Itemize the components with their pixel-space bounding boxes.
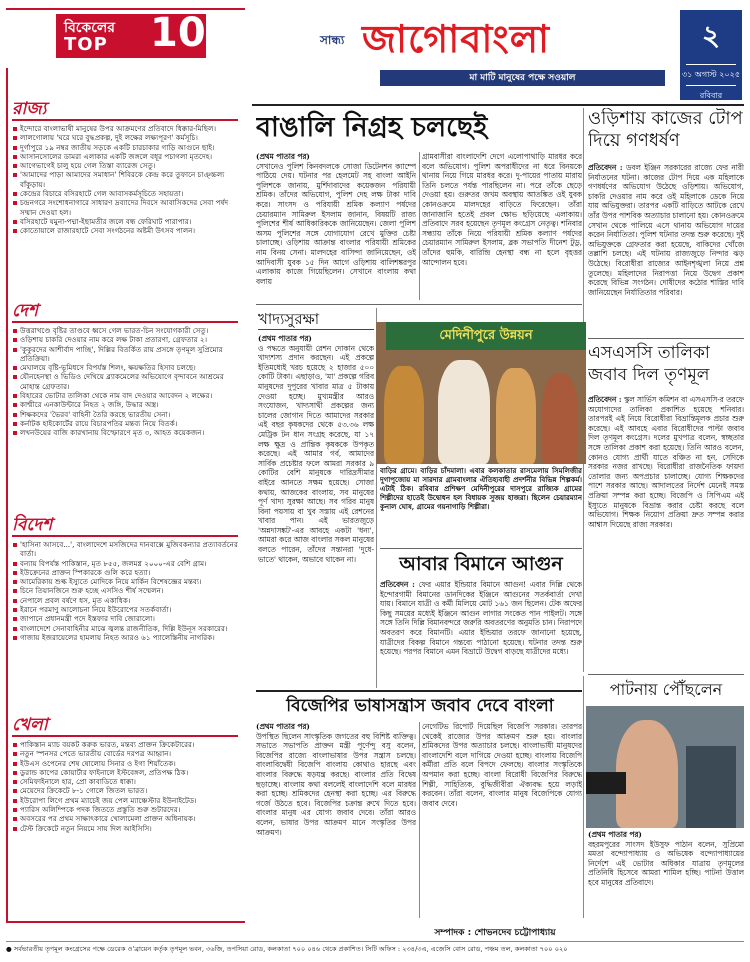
patna-headline: পাটনায় পৌঁছলেন bbox=[609, 680, 723, 699]
odisha-headline: ওড়িশায় কাজের টোপ দিয়ে গণধর্ষণ bbox=[588, 108, 743, 151]
person-figure bbox=[438, 360, 490, 464]
section-rule bbox=[380, 548, 582, 549]
patna-article bbox=[588, 830, 744, 918]
news-item: অবসরের পর প্রথম সাক্ষাৎকারে খোলামেলা প্রাক্তন অধিনায়ক। bbox=[12, 814, 238, 823]
tagline: মা মাটি মানুষের পক্ষে সওয়াল bbox=[380, 70, 665, 86]
news-item: 'হাসিনা আসবে...', বাংলাদেশে মসজিদের দানবাক্সে মুজিবকন্যার প্রত্যাবর্তনের বার্তা। bbox=[12, 540, 238, 559]
news-item: সেমিফাইনালে হার, প্রো কাবাডিতে ধাক্কা। bbox=[12, 777, 238, 786]
section-title-khela: খেলা bbox=[12, 715, 48, 735]
news-item: পাকিস্তান ম্যাচ বয়কট করুক ভারত, মন্তব্য প্রাক্তন ক্রিকেটারের। bbox=[12, 740, 238, 749]
news-item: মেঘালয়ে বৃষ্টি-ভূমিধসে বিপর্যস্ত শিলং, ক্ষয়ক্ষতির হিসাব চলছে। bbox=[12, 363, 238, 372]
byline: প্রতিবেদন : bbox=[588, 163, 623, 172]
continued-marker: (প্রথম পাতার পর) bbox=[256, 722, 310, 731]
section-rule bbox=[256, 304, 582, 305]
main-headline: বাঙালি নিগ্রহ চলছেই bbox=[256, 112, 488, 143]
section-divider bbox=[12, 535, 238, 537]
logo-small-text: সান্ধ্য bbox=[320, 33, 345, 47]
continued-marker: (প্রথম পাতার পর) bbox=[588, 830, 642, 839]
news-item: 'কুকুরদের আশীর্বাদ পাচ্ছি', দিল্লির বিতর্কিত রায় প্রসঙ্গে তৃণমূল সুপ্রিমোর প্রতিক্রিয়া। bbox=[12, 345, 238, 364]
news-item: শিক্ষকদের 'ভৈরব' বাহিনী তৈরি করছে ভারতীয় সেনা। bbox=[12, 410, 238, 419]
column-rule bbox=[419, 722, 420, 918]
date-box bbox=[680, 10, 742, 100]
main-article-col2: গ্রামবাসীরা বাংলাদেশি দেগে এলোপাথাড়ি মারধর করে বলে অভিযোগ। পুলিশ অপরাধীদের না ধরে বিনয়কে থানায় নিয়ে গিয়ে মারধর করে। দু-পায়ের পাতায় মারায় তিনি চলতে পর্যন্ত পারছিলেন না। পরে তাঁকে ছেড়ে দেওয়া হয়। গুরুতর জখম অবস্থায় আতঙ্কিত ওই যুবক কোনওক্রমে মালদহের বাড়িতে ফিরেছেন। তাঁরা জানাজানি হতেই প্রবল ক্ষোভ ছড়িয়েছে এলাকায়। প্রতিবাদে সরব হয়েছেন তৃণমূল কংগ্রেস নেতৃত্ব। শনিবার সন্ধ্যায় তাঁকে নিয়ে পরিযায়ী শ্রমিক কল্যাণ পর্ষদের চেয়ারম্যান সামিরুল ইসলাম, ব্লক সভাপতি দীনেশ টুডু, তাঁদের হুমকি, বারিন্দ্রি হেনস্থা বন্ধ না হলে বৃহত্তর আন্দোলন হবে। bbox=[422, 152, 582, 267]
page-number: ২ bbox=[701, 19, 721, 52]
news-list-bidesh bbox=[12, 540, 238, 642]
editor-credit: সম্পাদক : শোভনদেব চট্টোপাধ্যায় bbox=[434, 928, 556, 938]
section-divider bbox=[12, 735, 238, 737]
news-item: মেয়েদের ক্রিকেটে ৮-১ গোলে জিতল ভারত। bbox=[12, 786, 238, 795]
person-figure bbox=[542, 374, 578, 464]
news-item: গাজায় ইজরায়েলের হামলায় নিহত আরও ৬১ প্যালেস্তিনীয় নাগরিক। bbox=[12, 633, 238, 642]
news-item: কাশ্মীরে এনকাউন্টারে নিহত ২ জঙ্গি, উদ্ধার অস্ত্র। bbox=[12, 400, 238, 409]
section-title-rajya: রাজ্য bbox=[12, 99, 47, 119]
bjp-text: উপস্থিত ছিলেন সাংস্কৃতিক জগতের বহু বিশিষ্ট ব্যক্তিত্ব। সভাতে সভাপতি প্রাক্তন মন্ত্রী পূর্ণেন্দু বসু বলেন, বিজেপির রাজ্যে বাংলাভাষার উপর সন্ত্রাস চলছে। বাংলাবিদ্বেষী বিজেপি বাংলায় কোথাও হারছে এবং বাংলার বিরুদ্ধে ষড়যন্ত্র করছে। বাংলার প্রতি বিদ্বেষ ছড়াচ্ছে। বাংলায় কথা বললেই বাংলাদেশি বলে মারধর করা হচ্ছে। শ্রমিকদের হেনস্থা করা হচ্ছে। এর বিরুদ্ধে গর্জে উঠতে হবে। বিজেপির চক্রান্ত রুখে দিতে হবে। বাংলার মানুষ এর যোগ্য জবাব দেবে। তাঁরা আরও বলেন, ভাষার উপর আক্রমণ মানে সংস্কৃতির উপর আক্রমণ। bbox=[256, 731, 416, 837]
news-item: প্যারিস অলিম্পিকে পদক জিততে প্রস্তুতি শুরু শুটারদের। bbox=[12, 805, 238, 814]
news-item: টেস্ট ক্রিকেটে নতুন নিয়মে সায় দিল আইসিসি। bbox=[12, 824, 238, 833]
news-item: লালগোলায় 'ঘরে ঘরে বুদ্ধপ্রকল্প, দুই লক্ষের লক্ষ্যপূরণ' কর্মসূচি। bbox=[12, 133, 238, 142]
photo-banner-text: মেদিনীপুরে উন্নয়ন bbox=[386, 322, 586, 350]
byline: প্রতিবেদন : bbox=[588, 395, 622, 404]
badge-number: 10 bbox=[150, 10, 206, 56]
news-item: বিহারের ভোটার তালিকা থেকে নাম বাদ দেওয়ার আবেদন ২ লক্ষের। bbox=[12, 391, 238, 400]
news-item: বাংলাদেশে সেনাবাহিনীর মাঝে জ্বলন্ত রাজনীতিক, দিল্লি ইউনূস সরকারের। bbox=[12, 624, 238, 633]
news-item: যৌনহেনস্থা ও ভিডিও দেখিয়ে ব্ল্যাকমেলের অভিযোগে বৃন্দাবনে আশ্রমের মোহান্ত গ্রেফতার। bbox=[12, 372, 238, 391]
ssc-text: স্কুল সার্ভিস কমিশন বা এসএসসি-র তরফে অযোগ্যদের তালিকা প্রকাশিত হয়েছে শনিবার। তারপরই এই নিয়ে বিরোধীরা বিভ্রান্তিমূলক প্রচার শুরু করেছে। এই আবহে এবার বিরোধীদের পাল্টা জবাব দিল তৃণমূল কংগ্রেস। দলের মুখপাত্র বলেন, স্বচ্ছতার সঙ্গে তালিকা প্রকাশ করা হয়েছে। তিনি আরও বলেন, কোনও যোগ্য প্রার্থী যাতে বঞ্চিত না হন, সেদিকে সরকার নজর রাখছে। বিরোধীরা রাজনৈতিক ফায়দা তোলার জন্য অপপ্রচার চালাচ্ছে। যোগ্য শিক্ষকদের পাশে সরকার আছে। আদালতের নির্দেশ মেনেই সমস্ত প্রক্রিয়া সম্পন্ন করা হচ্ছে। বিজেপি ও সিপিএম এই ইস্যুতে মানুষকে বিভ্রান্ত করার চেষ্টা করছে বলে অভিযোগ। শিক্ষক নিয়োগ প্রক্রিয়া দ্রুত সম্পন্ন করার আশ্বাস দিয়েছে রাজ্য সরকার। bbox=[588, 395, 744, 529]
main-article-text: সেখানেও পুলিশ কিনবদলকে সোজা ডিটেনশন ক্যাম্পে পাঠিয়ে দেয়। ঘটনার পর হেলমেট সহ বাংলা আইনি পুলিশকে জানায়, মুর্শিদাবাদের কয়েকজন পরিযায়ী শ্রমিক। তাঁদের অভিযোগ, পুলিশ দেহ লক্ষ টাকা দাবি করে। সাংসদ ও পরিযায়ী শ্রমিক কল্যাণ পর্ষদের চেয়ারম্যান সামিরুল ইসলাম জানান, বিষয়টি রাজ্য পুলিশের শীর্ষ আধিকারিককে জানিয়েছেন। জেলা পুলিশ অসম পুলিশের সঙ্গে যোগাযোগ রেখে মুক্তির চেষ্টা চালাচ্ছে। ওড়িশায় আক্রান্ত বাংলার পরিযায়ী শ্রমিকের নাম বিনয় সেনা। মালদহের বাসিন্দা জানিয়েছেন, ওই আদিবাসী যুবক ১৫ দিন আগে ওড়িশায় বালিশঙ্করপুর এলাকায় কাজে গিয়েছিলেন। সেখানে বাংলায় কথা বলায় bbox=[256, 161, 416, 286]
khadya-text: ও পদ্ধতে অনুযায়ী রেশন দোকান থেকে খাদ্যশস্য প্রদান করছেন। এই প্রকল্পে ইতিমধ্যেই খরচ হয়েছে ২ হাজার ৫০০ কোটি টাকা। এছাড়াও, 'মা' প্রকল্পে গরিব মানুষদের দুপুরের খাবার মাত্র ৫ টাকায় দেওয়া হচ্ছে। মুখ্যমন্ত্রীর আরও সংযোজন, খাদ্যসাথী প্রকল্পের জন্য চালের জোগান দিতে আমাদের সরকার এই বছর কৃষকদের থেকে ৫৩.৩৬ লক্ষ মেট্রিক টন ধান সংগ্রহ করেছে, যা ১৭ লক্ষ ক্ষুদ্র ও প্রান্তিক কৃষককে উপকৃত করেছে। এই আমার গর্ব, আমাদের সার্বিক প্রচেষ্টার ফলে আমরা সরকার ৯ কোটির বেশি মানুষকে দারিদ্রসীমার বাইরে আনতে সক্ষম হয়েছে। সোজা কথায়, আজকের বাংলায়, সব মানুষের পূর্ণ খাদ্য সুরক্ষা আছে। সব গরিব মানুষ বিনা পয়সায় বা খুব সস্তায় এই রেশনের খাবার পান। এই ভারতজুড়ে 'অন্নদাসঙ্কট'-এর আবহে একটা 'ধন্য', আমরা করে আজ বাংলার সকল মানুষের বলতে পারেন, তাঁদের সন্তানরা 'দুধে-ভাতে' থাকেন, অভাবে থাকেন না। bbox=[258, 343, 374, 564]
news-item: বন্যায় বিপর্যস্ত পাকিস্তান, মৃত ৮৫৫, জলমগ্ন ২০০০-এর বেশি গ্রাম। bbox=[12, 559, 238, 568]
continued-marker: (প্রথম পাতার পর) bbox=[256, 152, 310, 161]
news-item: আগেভাগেই চালু হয়ে গেল তিস্তা ব্যারেজ সেতু। bbox=[12, 161, 238, 170]
news-item: চিনে তিয়ানজিনে শুরু হচ্ছে এসসিও শীর্ষ সম্মেলন। bbox=[12, 586, 238, 595]
photo-caption: বাড়ির গ্রামে। বাড়ির চাঁদমালা। এবার কলকাতার রাসমেলায় সিমলিজীর দুগাপুজোয় মা সারদার গ্রামবাংলার ঐতিহ্যবাহী প্রদর্শনীর বিভিন্ন শিল্পকর্ম। এটাই ঠিক। রবিবার প্রশিক্ষণ মেদিনীপুরের দাসপুরে রাজ্যিক গ্রামের শিল্পীদের হাতেই উদ্বোধন হল বিধায়ক সুজয় হাজরা। ছিলেন চেয়ারম্যান কুনাল ঘোষ, গ্রামের গয়নাগাড়ি শিল্পীরা। bbox=[380, 466, 582, 511]
news-item: ইন্দোরে বাংলাভাষী মানুষের উপর আক্রমণের প্রতিবাদে ধিক্কার-মিছিল। bbox=[12, 124, 238, 133]
news-item: নতুন স্পনসর পেতে ভারতীয় বোর্ডের দরপত্র আহ্বান। bbox=[12, 749, 238, 758]
news-item: ইউরোপা লিগে প্রথম ম্যাচেই জয় পেল ম্যাঞ্চেস্টার ইউনাইটেড। bbox=[12, 796, 238, 805]
date-divider bbox=[686, 85, 736, 86]
fire-article bbox=[380, 580, 582, 686]
publisher-imprint: ● সর্বভারতীয় তৃণমূল কংগ্রেসের পক্ষে ডেরেক ও'ব্রায়েন কর্তৃক তৃণমূল ভবন, ৩৬জি, তপসিয়া রোড, কলকাতা ৭০০ ০৪৬ থেকে প্রকাশিত। সিটি অফিস : ২৩৪/৩এ, এজেসি বোস রোড, পঞ্চম তল, কলকাতা ৭০০ ০২০ bbox=[6, 941, 744, 955]
section-title-desh: দেশ bbox=[12, 301, 38, 321]
patna-photo bbox=[586, 706, 744, 828]
main-article-col1 bbox=[256, 152, 416, 300]
news-item: ওড়িশায় চাকরি দেওয়ার নাম করে লক্ষ টাকা প্রতারণা, গ্রেফতার ২। bbox=[12, 335, 238, 344]
news-item: ইউক্রেনের প্রাক্তন স্পিকারকে গুলি করে হত্যা। bbox=[12, 568, 238, 577]
masthead-rule bbox=[252, 104, 744, 106]
section-rule bbox=[588, 338, 744, 339]
event-photo bbox=[376, 322, 586, 464]
column-rule bbox=[583, 676, 584, 918]
news-item: কোতোয়ালে রাজারহাটে সেবা সংগঠনের অষ্টমী উৎসব পালন। bbox=[12, 226, 238, 235]
column-rule bbox=[419, 152, 420, 300]
top10-badge bbox=[6, 10, 245, 68]
news-list-khela bbox=[12, 740, 238, 833]
news-item: আসানসোলের ডামরা এলাকার একটি জঙ্গলে বধূর পচাগলা মৃতদেহ। bbox=[12, 152, 238, 161]
news-item: কর্নাটক হাইকোর্টের রায়ে বিচারপতির মন্তব্য নিয়ে বিতর্ক। bbox=[12, 419, 238, 428]
news-item: কেন্দ্রের বিচারে বসিরহাটে গেল আবাসকর্মসূচিতে সহায়তা। bbox=[12, 189, 238, 198]
byline: প্রতিবেদন : bbox=[380, 580, 415, 589]
continued-marker: (প্রথম পাতার পর) bbox=[258, 334, 312, 343]
bjp-article-col1 bbox=[256, 722, 416, 918]
issue-weekday: রবিবার bbox=[699, 91, 723, 100]
odisha-text: ডবল ইঞ্জিন সরকারের রাজ্যে ফের নারী নির্যাতনের ঘটনা। কাজের টোপ দিয়ে এক মহিলাকে গণধর্ষণের অভিযোগ উঠেছে ওড়িশায়। অভিযোগ, চাকরি দেওয়ার নাম করে ওই মহিলাকে ডেকে নিয়ে যায় অভিযুক্তরা। তারপর একটি বাড়িতে আটকে রেখে তাঁর উপর পাশবিক অত্যাচার চালানো হয়। কোনওক্রমে সেখান থেকে পালিয়ে এসে থানায় অভিযোগ দায়ের করেন নির্যাতিতা। পুলিশ ঘটনার তদন্ত শুরু করেছে। দুই অভিযুক্তকে গ্রেফতার করা হয়েছে, বাকিদের খোঁজে তল্লাশি চলছে। এই ঘটনায় রাজ্যজুড়ে নিন্দার ঝড় উঠেছে। বিরোধীরা রাজ্যের আইনশৃঙ্খলা নিয়ে প্রশ্ন তুলেছে। মহিলাদের নিরাপত্তা নিয়ে উদ্বেগ প্রকাশ করেছে বিভিন্ন সংগঠন। দোষীদের কঠোর শাস্তির দাবি জানিয়েছেন নির্যাতিতার পরিবার। bbox=[588, 163, 744, 297]
khadya-headline: খাদ্যসুরক্ষা bbox=[258, 308, 374, 330]
date-divider bbox=[686, 64, 736, 65]
news-item: বসিরহাটে যমুনা-পদ্মা-ইছামতীর জলে বন্ধ ফেরিঘাট পারাপার। bbox=[12, 217, 238, 226]
newspaper-logo bbox=[300, 14, 660, 64]
news-item: আমেরিকায় শুল্ক ইস্যুতে মোদিকে নিয়ে মার্কিন বিশেষজ্ঞের মন্তব্য। bbox=[12, 577, 238, 586]
news-item: নেপালে প্রবল বর্ষণে ধস, মৃত একাধিক। bbox=[12, 596, 238, 605]
person-figure bbox=[384, 366, 424, 464]
microphone-icon bbox=[586, 772, 626, 794]
patna-text: বহরমপুরের সাংসদ ইউসুফ পাঠান বলেন, সুপ্রিমো মমতা বন্দ্যোপাধ্যায় ও অভিষেক বন্দ্যোপাধ্যায়ের নির্দেশে এই ভোটার অধিকার যাত্রায় তৃণমূলের প্রতিনিধি হিসেবে আমরা শামিল হচ্ছি। পাটনা উত্তাল হবে মানুষের প্রতিবাদে। bbox=[588, 839, 744, 887]
person-figure bbox=[686, 746, 736, 828]
khadya-article bbox=[258, 334, 374, 686]
news-item: উত্তরাখণ্ডে বৃষ্টির তাণ্ডবে ধ্বসে গেল ভারত-চিন সংযোগকারী সেতু। bbox=[12, 326, 238, 335]
news-item: 'আমাদের পাড়া আমাদের সমাধান' শিবিরকে কেন্দ্র করে তুফানে চাঞ্চ্চল্য বাঁকুড়ায়। bbox=[12, 170, 238, 189]
news-item: দুর্গাপুরে ১৯ নম্বর জাতীয় সড়কে একটি চারচাকার গাড়ি আগুনে ছাই। bbox=[12, 143, 238, 152]
logo-main-text: জাগোবাংলা bbox=[362, 17, 551, 61]
badge-line2: TOP bbox=[64, 34, 108, 55]
fire-headline: আবার বিমানে আগুন bbox=[399, 553, 563, 575]
news-item: ডুরান্ড কাপের কোয়ার্টার ফাইনালে ইস্টবেঙ্গল, প্রতিপক্ষ ঠিক। bbox=[12, 768, 238, 777]
news-list-desh bbox=[12, 326, 238, 438]
ssc-article bbox=[588, 395, 744, 667]
news-item: ইউএস ওপেনের শেষ ষোলোয় সিনার ও ইগা শিয়াঁতেক। bbox=[12, 759, 238, 768]
section-divider bbox=[12, 321, 238, 323]
odisha-article bbox=[588, 163, 744, 335]
news-item: ইরানে পরমাণু আলোচনা নিয়ে ইউরোপের সতর্কবার্তা। bbox=[12, 605, 238, 614]
fire-text: ফের এয়ার ইন্ডিয়ার বিমানে আগুন! এবার দিল্লি থেকে ইন্দোরগামী বিমানের ডানদিকের ইঞ্জিনে আগুনের সতর্কবার্তা দেখা যায়। বিমানে যাত্রী ও কর্মী মিলিয়ে মোট ১৬১ জন ছিলেন। টেক অফের কিছু সময়ের মধ্যেই ইঞ্জিনে আগুন লাগার সংকেত পান পাইলট। সঙ্গে সঙ্গে তিনি দিল্লি বিমানবন্দরে জরুরি অবতরণের অনুমতি চান। নিরাপদে অবতরণ করে বিমানটি। এয়ার ইন্ডিয়ার তরফে জানানো হয়েছে, যাত্রীদের বিকল্প বিমানে গন্তব্যে পাঠানো হয়েছে। ঘটনার তদন্ত শুরু হয়েছে। পরপর বিমানে এমন বিভ্রাটে উদ্বেগ বাড়ছে যাত্রীদের মধ্যে। bbox=[380, 580, 582, 657]
section-title-bidesh: বিদেশ bbox=[12, 515, 53, 535]
bjp-article-col2: নেগেটিভ রিপোর্ট দিয়েছিল বিজেপি সরকার। তারপর থেকেই রাজ্যের উপর আক্রমণ শুরু হয়। বাংলার শ্রমিকদের উপর অত্যাচার চলছে। বাংলাভাষী মানুষদের বাংলাদেশি বলে দাগিয়ে দেওয়া হচ্ছে। বাংলায় বিজেপি কর্মীরা প্রতি বলে বিপদে ফেলছে। বাংলার সংস্কৃতিকে অপমান করা হচ্ছে। বাংলা বিরোধী বিজেপির বিরুদ্ধে শিল্পী, সাহিত্যিক, বুদ্ধিজীবীরা ঐক্যবদ্ধ হয়ে লড়াই করবেন। তাঁরা বলেন, বাংলার মানুষ বিজেপিকে যোগ্য জবাব দেবে। bbox=[422, 722, 582, 808]
person-figure bbox=[496, 368, 536, 464]
section-rule bbox=[588, 674, 744, 675]
issue-date: ৩১ অগাস্ট ২০২৫ bbox=[681, 70, 741, 79]
news-list-rajya bbox=[12, 124, 238, 236]
ssc-headline: এসএসসি তালিকা জবাব দিল তৃণমূল bbox=[588, 343, 710, 385]
section-divider bbox=[12, 119, 238, 121]
news-item: চন্দ্রনগরে সংশোধনাগারে সাধারণ দ্রব্যাদের দিবসে আবাসিকদের সেবা পর্ষদ সম্মান দেওয়া হল। bbox=[12, 198, 238, 217]
bjp-headline: বিজেপির ভাষাসন্ত্রাস জবাব দেবে বাংলা bbox=[286, 696, 554, 716]
news-item: জাপানে প্রধানমন্ত্রী পদে ইস্তফার দাবি জোরালো। bbox=[12, 614, 238, 623]
badge-line1: বিকেলের bbox=[64, 20, 115, 36]
news-item: লখনউয়ের বাজি কারখানায় বিস্ফোরণে মৃত ৩, আহত কয়েকজন। bbox=[12, 428, 238, 437]
